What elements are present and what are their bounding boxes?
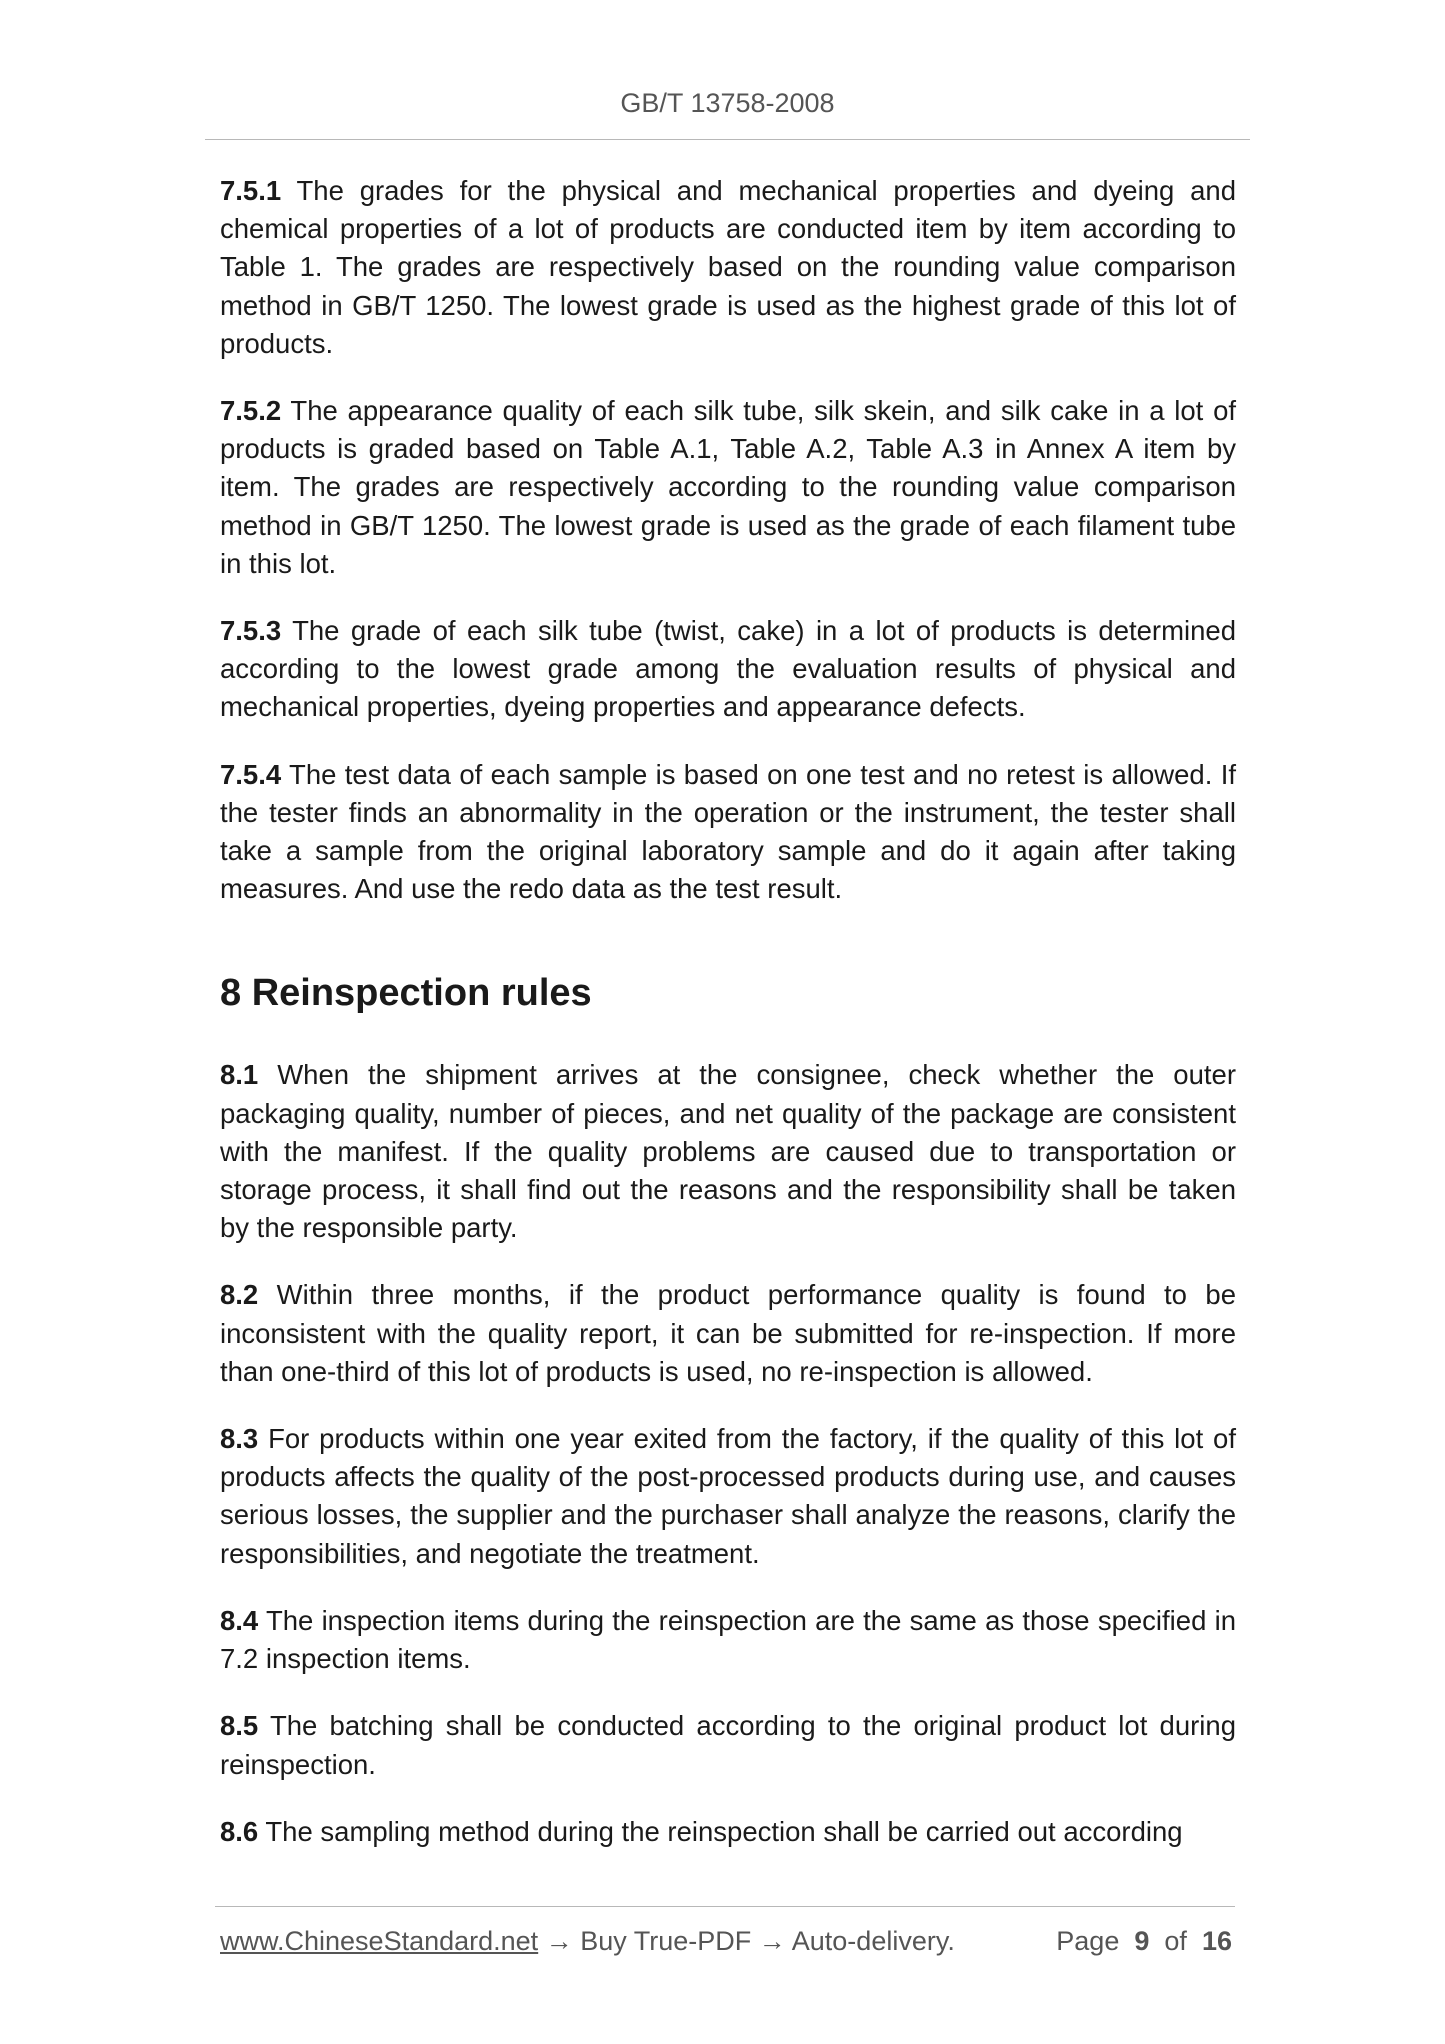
clause-text: Within three months, if the product performance quality is found to be inconsistent with the quality report, it can be submitted for re-inspection. If more than one-third of this lot of products is used, no re-inspection is allowed. [220,1279,1236,1387]
clause-text: The appearance quality of each silk tube, silk skein, and silk cake in a lot of products is graded based on Table A.1, Table A.2, Table A.3 in Annex A item by item. The grades are respectively according to the rounding value comparison method in GB/T 1250. The lowest grade is used as the grade of each filament tube in this lot. [220,395,1236,579]
clause-text: The test data of each sample is based on one test and no retest is allowed. If the tester finds an abnormality in the operation or the instrument, the tester shall take a sample from the original laboratory sample and do it again after taking measures. And use the redo data as the test result. [220,758,1236,905]
page-counter [1056,1926,1232,1957]
arrow-right-icon: → [538,1926,581,1956]
clause-8-2 [220,1276,1236,1391]
clause-text: For products within one year exited from the factory, if the quality of this lot of products affects the quality of the post-processed products during use, and causes serious losses, the supplier and the purchaser shall analyze the reasons, clarify the responsibilities, and negotiate the treatment. [220,1423,1236,1569]
footer-promo [220,1926,955,1957]
clause-7-5-3 [220,612,1236,727]
clause-8-3 [220,1420,1236,1573]
clause-number: 8.1 [220,1059,259,1091]
clause-number: 7.5.3 [220,615,282,647]
header-divider [205,139,1250,140]
clause-number: 7.5.2 [220,395,282,427]
clause-text: The grade of each silk tube (twist, cake) in a lot of products is determined according to the lowest grade among the evaluation results of physical and mechanical properties, dyeing properties and appearance defects. [220,615,1236,723]
page-current: 9 [1134,1926,1150,1956]
clause-text: The grades for the physical and mechanical properties and dyeing and chemical properties of a lot of products are conducted item by item according to Table 1. The grades are respectively based on the rounding value comparison method in GB/T 1250. The lowest grade is used as the highest grade of this lot of products. [220,175,1236,359]
clause-8-4 [220,1602,1236,1678]
clause-number: 8.3 [220,1423,259,1455]
clause-8-1 [220,1056,1236,1247]
section-8-heading: 8 Reinspection rules [220,972,592,1015]
clause-text: The batching shall be conducted according to the original product lot during reinspection. [220,1710,1236,1780]
clause-text: The inspection items during the reinspection are the same as those specified in 7.2 inspection items. [220,1604,1236,1675]
footer-divider [215,1906,1235,1907]
clause-text: When the shipment arrives at the consignee, check whether the outer packaging quality, number of pieces, and net quality of the package are consistent with the manifest. If the quality problems are caused due to transportation or storage process, it shall find out the reasons and the responsibility shall be taken by the responsible party. [220,1059,1236,1244]
clause-number: 7.5.1 [220,175,282,206]
clause-number: 8.6 [220,1815,259,1847]
page-header-title: GB/T 13758-2008 [620,88,835,118]
document-body [220,172,1236,1880]
page-footer [220,1926,1232,1957]
clause-7-5-1 [220,172,1236,363]
clause-7-5-4 [220,756,1236,909]
page-of-label: of [1164,1926,1187,1956]
clause-number: 8.2 [220,1279,259,1311]
clause-number: 8.5 [220,1710,259,1742]
page-total: 16 [1201,1926,1232,1956]
clause-number: 7.5.4 [220,758,282,790]
clause-number: 8.4 [220,1604,259,1636]
page-label: Page [1056,1926,1120,1956]
clause-8-5 [220,1707,1236,1783]
clause-7-5-2 [220,392,1236,583]
arrow-right-icon: → [751,1926,792,1956]
auto-delivery-text: Auto-delivery. [791,1926,955,1956]
website-link[interactable]: www.ChineseStandard.net [220,1926,539,1956]
clause-8-6 [220,1813,1236,1851]
clause-text: The sampling method during the reinspection shall be carried out according [258,1815,1183,1847]
buy-pdf-text: Buy True-PDF [580,1926,752,1956]
